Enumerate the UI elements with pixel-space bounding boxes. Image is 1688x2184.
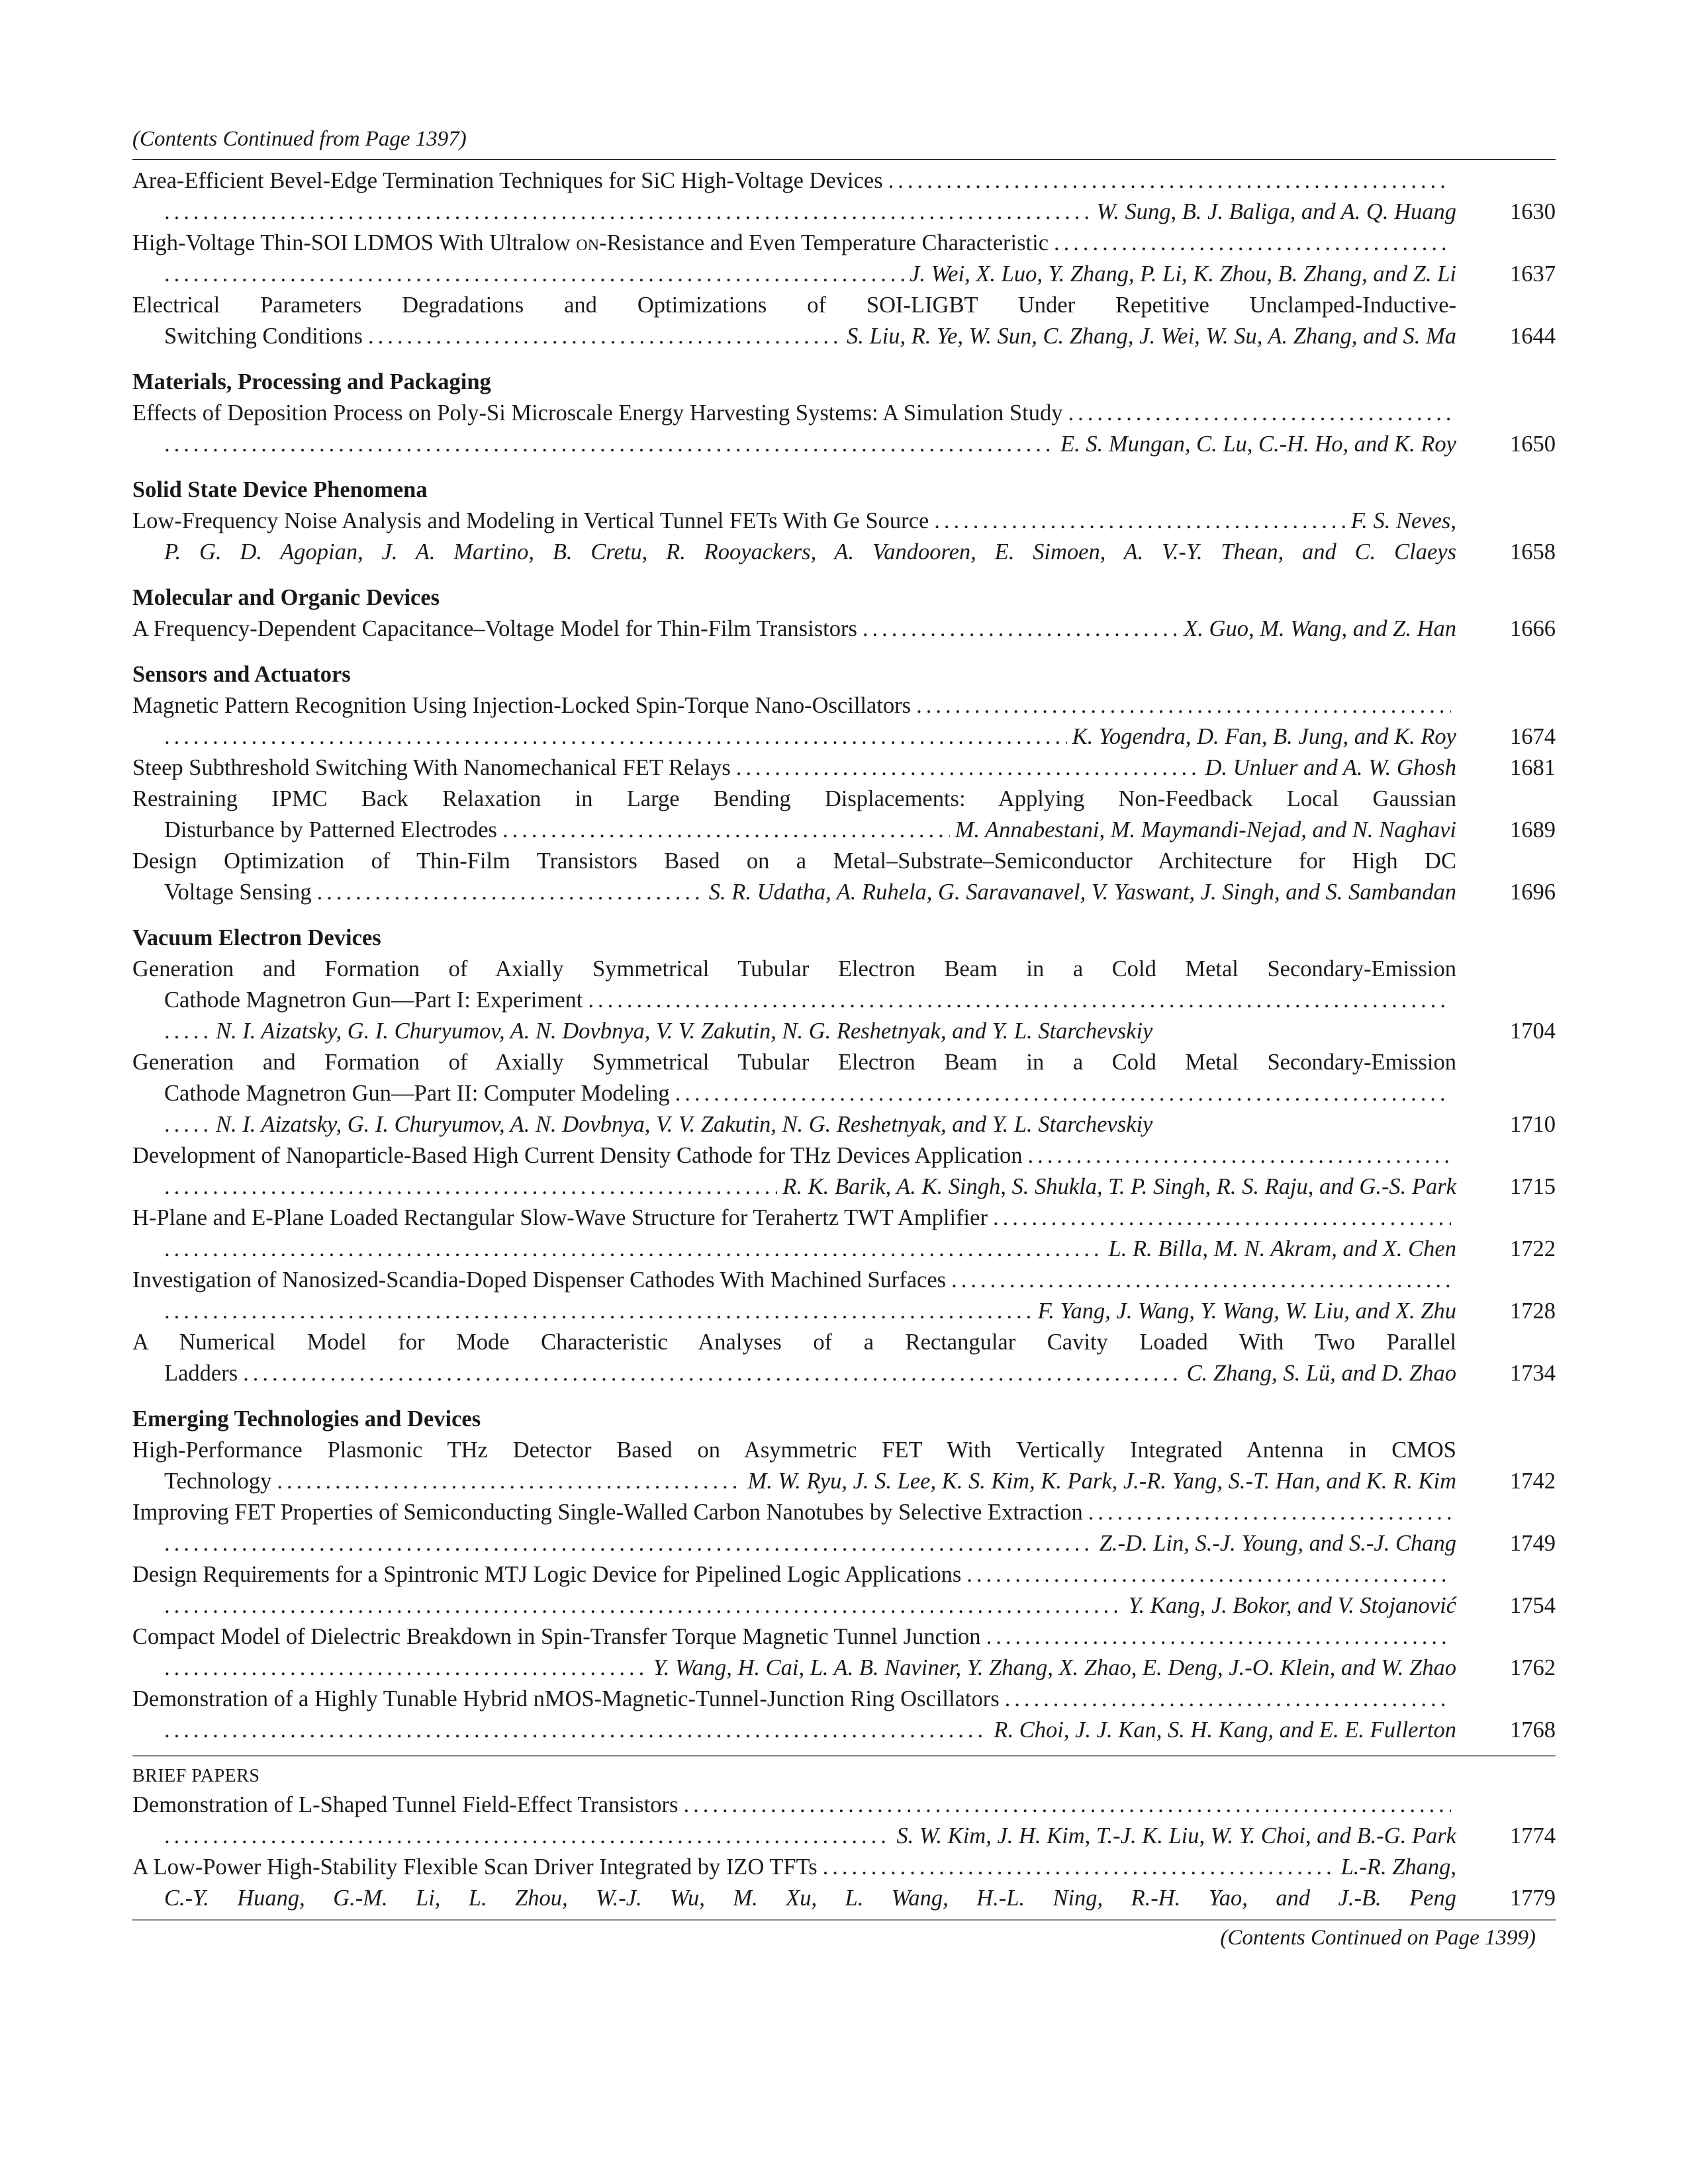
toc-entry[interactable] <box>132 784 1556 846</box>
toc-entry[interactable] <box>132 690 1556 752</box>
toc-entry[interactable] <box>132 846 1556 908</box>
brief-papers-divider <box>132 1755 1556 1914</box>
section-molecular <box>132 582 1556 645</box>
entry-authors: L.-R. Zhang, <box>1340 1854 1456 1880</box>
entry-title: Magnetic Pattern Recognition Using Injection-Locked Spin-Torque Nano-Oscillators <box>132 693 912 718</box>
entry-title: Effects of Deposition Process on Poly-Si Microscale Energy Harvesting Systems: A Simulation Study <box>132 400 1063 426</box>
entry-title: A Numerical Model for Mode Characteristic Analyses of a Rectangular Cavity Loaded With Two Parallel <box>132 1330 1456 1355</box>
brief-papers-label: BRIEF PAPERS <box>132 1766 260 1786</box>
entry-title-cont: Voltage Sensing <box>164 880 312 905</box>
entry-title: Generation and Formation of Axially Symmetrical Tubular Electron Beam in a Cold Metal Secondary-Emission <box>132 1050 1456 1075</box>
entry-title: A Low-Power High-Stability Flexible Scan Driver Integrated by IZO TFTs <box>132 1854 818 1880</box>
entry-authors: R. K. Barik, A. K. Singh, S. Shukla, T. P. Singh, R. S. Raju, and G.-S. Park <box>782 1174 1456 1199</box>
entry-page: 1650 <box>1510 432 1556 457</box>
toc-entry[interactable] <box>132 1852 1556 1914</box>
section-title: Materials, Processing and Packaging <box>132 369 491 394</box>
entry-authors: D. Unluer and A. W. Ghosh <box>1205 755 1456 780</box>
entry-authors: F. S. Neves, <box>1350 508 1456 533</box>
toc-entry[interactable] <box>132 1265 1556 1327</box>
entry-title: A Frequency-Dependent Capacitance–Voltage Model for Thin-Film Transistors <box>132 616 857 641</box>
entry-page: 1637 <box>1510 261 1556 287</box>
entry-authors: Z.-D. Lin, S.-J. Young, and S.-J. Chang <box>1099 1531 1456 1556</box>
entry-page: 1674 <box>1510 724 1556 749</box>
entry-authors: M. W. Ryu, J. S. Lee, K. S. Kim, K. Park, J.-R. Yang, S.-T. Han, and K. R. Kim <box>747 1469 1456 1494</box>
section-solid-state <box>132 475 1556 568</box>
entry-title: Design Optimization of Thin-Film Transistors Based on a Metal–Substrate–Semiconductor Architecture for High DC <box>132 848 1456 874</box>
entry-authors: X. Guo, M. Wang, and Z. Han <box>1184 616 1456 641</box>
entry-authors: S. W. Kim, J. H. Kim, T.-J. K. Liu, W. Y. Choi, and B.-G. Park <box>896 1823 1456 1848</box>
entry-title: Restraining IPMC Back Relaxation in Large Bending Displacements: Applying Non-Feedback Local Gaussian <box>132 786 1456 811</box>
entry-title: Design Requirements for a Spintronic MTJ Logic Device for Pipelined Logic Applications <box>132 1562 962 1587</box>
entry-authors: S. R. Udatha, A. Ruhela, G. Saravanavel, V. Yaswant, J. Singh, and S. Sambandan <box>708 880 1456 905</box>
entry-page: 1734 <box>1510 1361 1556 1386</box>
entry-title: Investigation of Nanosized-Scandia-Doped Dispenser Cathodes With Machined Surfaces <box>132 1267 947 1293</box>
entry-title: Development of Nanoparticle-Based High Current Density Cathode for THz Devices Application <box>132 1143 1023 1168</box>
entry-title: Demonstration of L-Shaped Tunnel Field-Effect Transistors <box>132 1792 679 1817</box>
entry-title-cont: Switching Conditions <box>164 324 363 349</box>
entry-page: 1728 <box>1510 1298 1556 1324</box>
entry-title: H-Plane and E-Plane Loaded Rectangular Slow-Wave Structure for Terahertz TWT Amplifier <box>132 1205 988 1230</box>
entry-title-cont: Ladders <box>164 1361 238 1386</box>
entry-authors: F. Yang, J. Wang, Y. Wang, W. Liu, and X. Zhu <box>1037 1298 1456 1324</box>
toc-entry[interactable] <box>132 506 1556 568</box>
entry-page: 1768 <box>1510 1717 1556 1743</box>
contents-continued-on: (Contents Continued on Page 1399) <box>1220 1926 1536 1950</box>
toc-entry[interactable] <box>132 290 1556 352</box>
toc-page <box>132 126 1556 1952</box>
entry-page: 1704 <box>1510 1019 1556 1044</box>
toc-entry[interactable] <box>132 1140 1556 1203</box>
section-continued <box>132 165 1556 352</box>
entry-title: Generation and Formation of Axially Symmetrical Tubular Electron Beam in a Cold Metal Secondary-Emission <box>132 956 1456 981</box>
entry-page: 1710 <box>1510 1112 1556 1137</box>
entry-title: Low-Frequency Noise Analysis and Modeling in Vertical Tunnel FETs With Ge Source <box>132 508 929 533</box>
toc-entry[interactable] <box>132 1559 1556 1621</box>
section-title: Vacuum Electron Devices <box>132 925 381 950</box>
entry-authors: K. Yogendra, D. Fan, B. Jung, and K. Roy <box>1072 724 1456 749</box>
toc-entry[interactable] <box>132 1327 1556 1389</box>
entry-authors: E. S. Mungan, C. Lu, C.-H. Ho, and K. Roy <box>1060 432 1456 457</box>
toc-entry[interactable] <box>132 165 1556 228</box>
entry-authors: R. Choi, J. J. Kan, S. H. Kang, and E. E. Fullerton <box>994 1717 1456 1743</box>
contents-continued-from: (Contents Continued from Page 1397) <box>132 126 1556 160</box>
entry-page: 1696 <box>1510 880 1556 905</box>
entry-title-cont: Technology <box>164 1469 272 1494</box>
entry-page: 1749 <box>1510 1531 1556 1556</box>
entry-title-cont: Cathode Magnetron Gun—Part II: Computer Modeling <box>164 1081 670 1106</box>
section-emerging <box>132 1404 1556 1746</box>
entry-authors-cont: C.-Y. Huang, G.-M. Li, L. Zhou, W.-J. Wu, M. Xu, L. Wang, H.-L. Ning, R.-H. Yao, and J.-B. Peng <box>164 1886 1456 1911</box>
toc-entry[interactable] <box>132 398 1556 460</box>
entry-title: Steep Subthreshold Switching With Nanomechanical FET Relays <box>132 755 731 780</box>
entry-page: 1774 <box>1510 1823 1556 1848</box>
entry-title: High-Performance Plasmonic THz Detector Based on Asymmetric FET With Vertically Integrated Antenna in CMOS <box>132 1437 1456 1463</box>
entry-authors: C. Zhang, S. Lü, and D. Zhao <box>1186 1361 1456 1386</box>
entry-page: 1658 <box>1510 539 1556 565</box>
entry-authors: W. Sung, B. J. Baliga, and A. Q. Huang <box>1096 199 1456 224</box>
section-title: Molecular and Organic Devices <box>132 585 440 610</box>
toc-entry[interactable] <box>132 954 1556 1047</box>
entry-authors-cont: P. G. D. Agopian, J. A. Martino, B. Cretu, R. Rooyackers, A. Vandooren, E. Simoen, A. V.-Y. Thean, and C. Claeys <box>164 539 1456 565</box>
entry-authors: Y. Wang, H. Cai, L. A. B. Naviner, Y. Zhang, X. Zhao, E. Deng, J.-O. Klein, and W. Zhao <box>653 1655 1456 1680</box>
entry-page: 1754 <box>1510 1593 1556 1618</box>
entry-title: Area-Efficient Bevel-Edge Termination Techniques for SiC High-Voltage Devices <box>132 168 883 193</box>
entry-authors: L. R. Billa, M. N. Akram, and X. Chen <box>1108 1236 1456 1261</box>
section-title: Solid State Device Phenomena <box>132 477 428 502</box>
entry-authors: J. Wei, X. Luo, Y. Zhang, P. Li, K. Zhou, B. Zhang, and Z. Li <box>910 261 1456 287</box>
entry-page: 1779 <box>1510 1886 1556 1911</box>
toc-entry[interactable] <box>132 614 1556 645</box>
entry-authors: S. Liu, R. Ye, W. Sun, C. Zhang, J. Wei, W. Su, A. Zhang, and S. Ma <box>846 324 1456 349</box>
entry-page: 1630 <box>1510 199 1556 224</box>
toc-entry[interactable] <box>132 1621 1556 1684</box>
entry-page: 1689 <box>1510 817 1556 842</box>
entry-page: 1666 <box>1510 616 1556 641</box>
section-vacuum <box>132 923 1556 1389</box>
entry-title: Improving FET Properties of Semiconducting Single-Walled Carbon Nanotubes by Selective Extraction <box>132 1500 1083 1525</box>
entry-authors: Y. Kang, J. Bokor, and V. Stojanović <box>1128 1593 1456 1618</box>
toc-entry[interactable] <box>132 1047 1556 1140</box>
toc-entry[interactable] <box>132 1684 1556 1746</box>
entry-authors: N. I. Aizatsky, G. I. Churyumov, A. N. Dovbnya, V. V. Zakutin, N. G. Reshetnyak, and Y. L. Starchevskiy <box>216 1112 1153 1137</box>
entry-page: 1681 <box>1510 755 1556 780</box>
entry-page: 1715 <box>1510 1174 1556 1199</box>
toc-entry[interactable] <box>132 1435 1556 1497</box>
entry-authors: M. Annabestani, M. Maymandi-Nejad, and N. Naghavi <box>955 817 1456 842</box>
section-title: Sensors and Actuators <box>132 662 351 687</box>
entry-title-cont: Disturbance by Patterned Electrodes <box>164 817 497 842</box>
table-of-contents <box>132 165 1556 1952</box>
section-title: Emerging Technologies and Devices <box>132 1406 481 1432</box>
entry-authors: N. I. Aizatsky, G. I. Churyumov, A. N. Dovbnya, V. V. Zakutin, N. G. Reshetnyak, and Y. L. Starchevskiy <box>216 1019 1153 1044</box>
entry-page: 1762 <box>1510 1655 1556 1680</box>
toc-entry[interactable] <box>132 1790 1556 1852</box>
entry-title: Electrical Parameters Degradations and Optimizations of SOI-LIGBT Under Repetitive Unclamped-Inductive- <box>132 293 1456 318</box>
section-sensors <box>132 659 1556 908</box>
toc-entry[interactable] <box>132 1497 1556 1559</box>
toc-entry[interactable] <box>132 228 1556 290</box>
toc-entry[interactable] <box>132 1203 1556 1265</box>
entry-title-cont: Cathode Magnetron Gun—Part I: Experiment <box>164 987 583 1013</box>
toc-entry[interactable] <box>132 752 1556 784</box>
entry-page: 1644 <box>1510 324 1556 349</box>
entry-page: 1742 <box>1510 1469 1556 1494</box>
section-materials <box>132 367 1556 460</box>
entry-page: 1722 <box>1510 1236 1556 1261</box>
entry-title: Compact Model of Dielectric Breakdown in Spin-Transfer Torque Magnetic Tunnel Junction <box>132 1624 981 1649</box>
entry-title: Demonstration of a Highly Tunable Hybrid nMOS-Magnetic-Tunnel-Junction Ring Oscillators <box>132 1686 1000 1711</box>
entry-title: High-Voltage Thin-SOI LDMOS With Ultralow on-Resistance and Even Temperature Characteristic <box>132 230 1049 255</box>
